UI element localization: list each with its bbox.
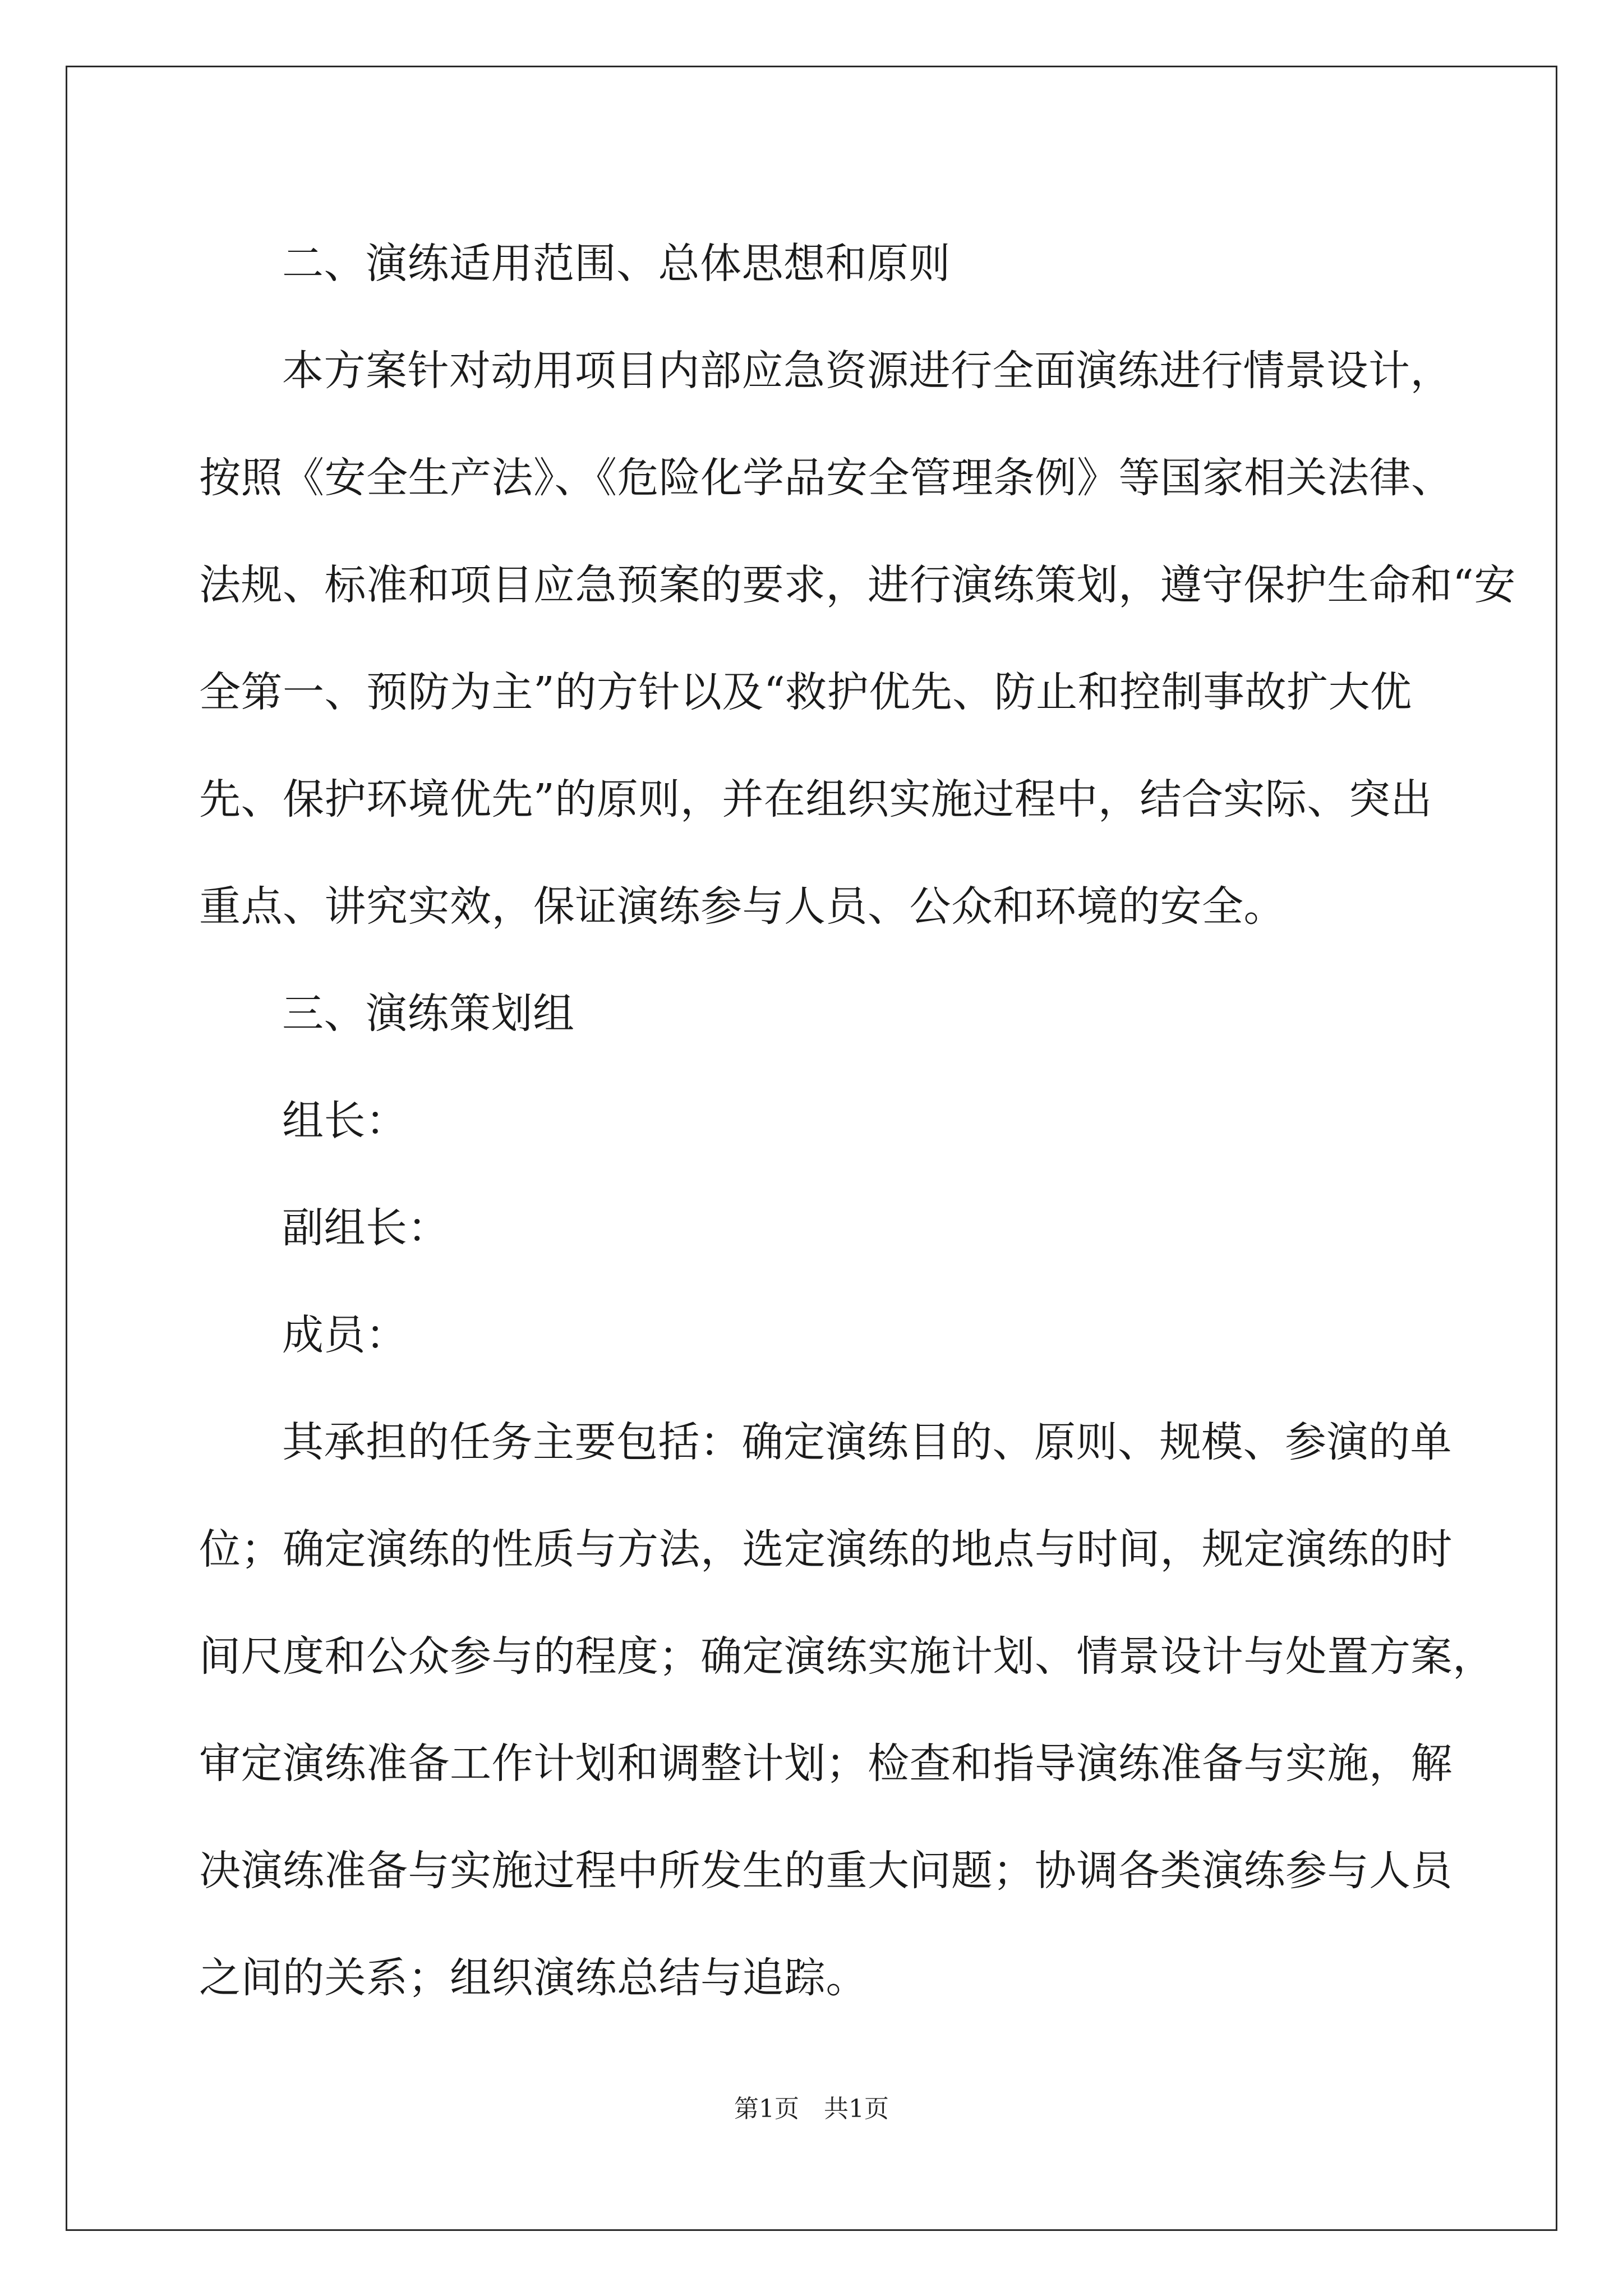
page-number: 第1页 共1页 (734, 2095, 889, 2123)
text-line: 决演练准备与实施过程中所发生的重大问题；协调各类演练参与人员 (199, 1847, 1453, 1895)
text-line: 全第一、预防为主”的方针以及“救护优先、防止和控制事故扩大优 (199, 668, 1412, 716)
text-line: 按照《安全生产法》、《危险化学品安全管理条例》等国家相关法律、 (199, 454, 1453, 502)
heading-line: 二、演练适用范围、总体思想和原则 (282, 240, 951, 288)
text-line: 法规、标准和项目应急预案的要求，进行演练策划，遵守保护生命和“安 (199, 561, 1516, 609)
field-deputy-leader (199, 1175, 1438, 1282)
field-label: 组长： (282, 1097, 408, 1145)
text-line: 重点、讲究实效，保证演练参与人员、公众和环境的安全。 (199, 882, 1285, 931)
text-line: 先、保护环境优先”的原则，并在组织实施过程中，结合实际、突出 (199, 775, 1432, 823)
section-heading-planning-group (199, 960, 1438, 1068)
field-label: 副组长： (282, 1204, 449, 1252)
heading-line: 三、演练策划组 (282, 990, 575, 1038)
text-line: 本方案针对动用项目内部应急资源进行全面演练进行情景设计， (282, 347, 1452, 395)
page-footer (0, 2092, 1623, 2126)
text-line: 审定演练准备工作计划和调整计划；检查和指导演练准备与实施，解 (199, 1740, 1453, 1788)
text-line: 之间的关系；组织演练总结与追踪。 (199, 1954, 868, 2002)
field-members (199, 1282, 1438, 1389)
paragraph-tasks-body (199, 1389, 1495, 2032)
document-body (199, 210, 1516, 2032)
paragraph-scope-body (199, 318, 1516, 960)
text-line: 位；确定演练的性质与方法，选定演练的地点与时间，规定演练的时 (199, 1525, 1453, 1573)
field-group-leader (199, 1068, 1438, 1175)
text-line: 其承担的任务主要包括：确定演练目的、原则、规模、参演的单 (282, 1418, 1452, 1466)
section-heading-scope (199, 210, 1438, 318)
field-label: 成员： (282, 1311, 408, 1359)
text-line: 间尺度和公众参与的程度；确定演练实施计划、情景设计与处置方案， (199, 1632, 1495, 1681)
